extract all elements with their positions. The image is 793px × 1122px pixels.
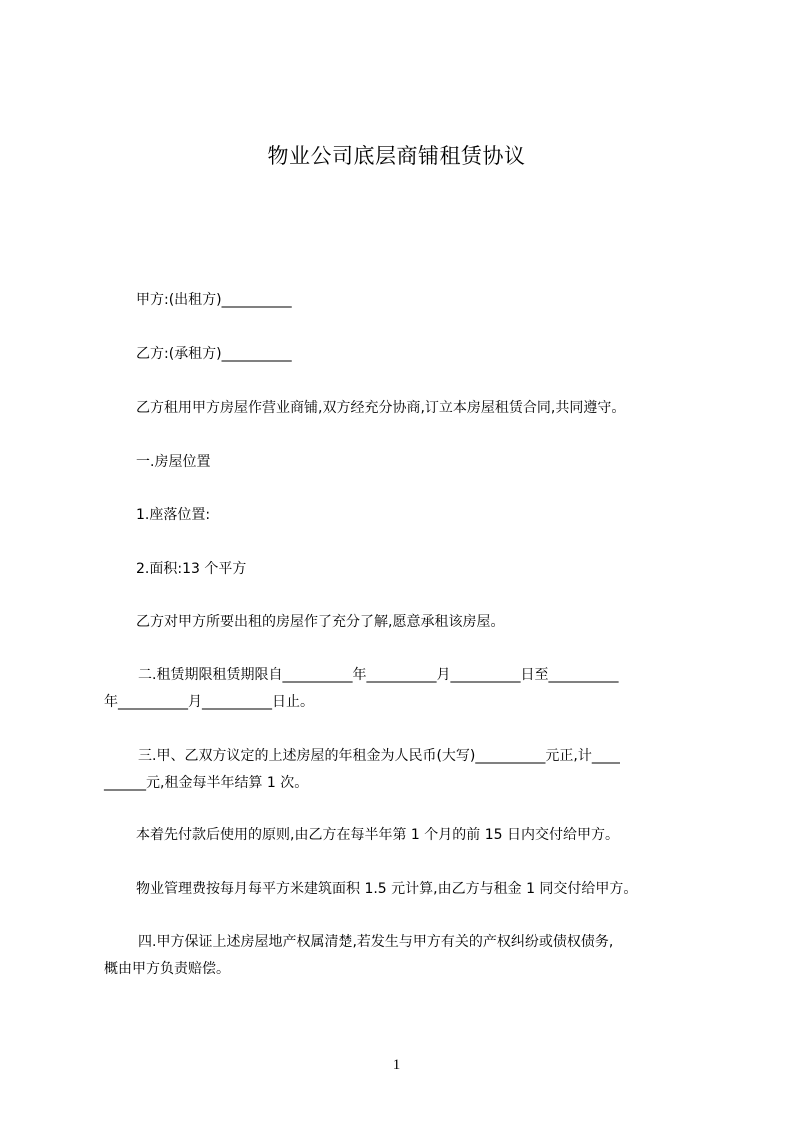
- section-1-heading: 一.房屋位置: [136, 454, 211, 470]
- section-4-line-1: 四.甲方保证上述房屋地产权属清楚,若发生与甲方有关的产权纠纷或债权债务,: [138, 934, 614, 950]
- page-number: 1: [392, 1057, 401, 1073]
- section-4-line-2: 概由甲方负责赔偿。: [104, 961, 230, 977]
- location-line: 1.座落位置:: [136, 507, 211, 523]
- section-2-line-2: 年__________月__________日止。: [104, 694, 314, 710]
- document-title: 物业公司底层商铺租赁协议: [267, 144, 526, 168]
- understanding-paragraph: 乙方对甲方所要出租的房屋作了充分了解,愿意承租该房屋。: [136, 614, 505, 630]
- party-a-line: 甲方:(出租方)__________: [136, 292, 292, 308]
- section-3-line-2: ______元,租金每半年结算 1 次。: [104, 775, 309, 791]
- party-b-line: 乙方:(承租方)__________: [136, 346, 292, 362]
- intro-paragraph: 乙方租用甲方房屋作营业商铺,双方经充分协商,订立本房屋租赁合同,共同遵守。: [136, 400, 626, 416]
- payment-paragraph: 本着先付款后使用的原则,由乙方在每半年第 1 个月的前 15 日内交付给甲方。: [136, 827, 619, 843]
- section-2-line-1: 二.租赁期限租赁期限自__________年__________月__________日至__________: [138, 667, 619, 683]
- section-3-line-1: 三.甲、乙双方议定的上述房屋的年租金为人民币(大写)__________元正,计____: [138, 748, 620, 764]
- area-line: 2.面积:13 个平方: [136, 561, 247, 577]
- management-fee-paragraph: 物业管理费按每月每平方米建筑面积 1.5 元计算,由乙方与租金 1 同交付给甲方。: [136, 881, 638, 897]
